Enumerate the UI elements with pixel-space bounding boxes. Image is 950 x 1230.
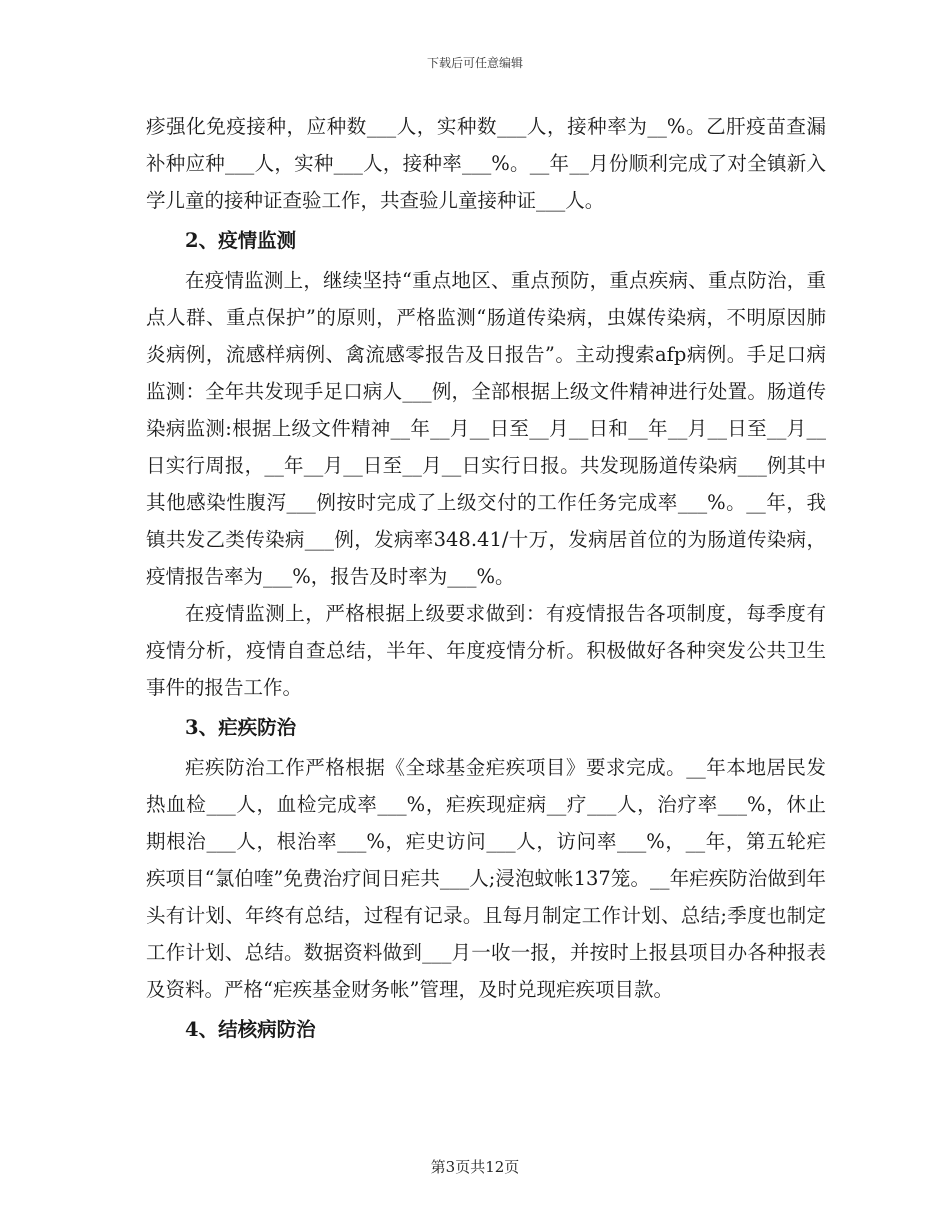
- heading-tuberculosis-control: 4、结核病防治: [185, 1018, 316, 1041]
- paragraph-epidemic-reporting: 在疫情监测上，严格根据上级要求做到：有疫情报告各项制度，每季度有疫情分析，疫情自查总结，半年、年度疫情分析。积极做好各种突发公共卫生事件的报告工作。: [146, 602, 826, 699]
- heading-malaria-control: 3、疟疾防治: [185, 716, 297, 739]
- page-header: 下载后可任意编辑: [426, 56, 523, 70]
- paragraph-epidemic-monitoring: 在疫情监测上，继续坚持“重点地区、重点预防，重点疾病、重点防治，重点人群、重点保护”的原则，严格监测“肠道传染病，虫媒传染病，不明原因肺炎病例，流感样病例、禽流感零报告及日报告”。主动搜索afp病例。手足口病监测：全年共发现手足口病人___例，全部根据上级文件精神进行处置。肠道传染病监测:根据上级文件精神__年__月__日至__月__日和__年__月__日至__月__日实行周报，__年__月__日至__月__日实行日报。共发现肠道传染病___例其中其他感染性腹泻___例按时完成了上级交付的工作任务完成率___%。__年，我镇共发乙类传染病___例，发病率348.41/十万，发病居首位的为肠道传染病，疫情报告率为___%，报告及时率为___%。: [146, 269, 826, 588]
- document-body: [146, 108, 826, 1051]
- paragraph-malaria-control: 疟疾防治工作严格根据《全球基金疟疾项目》要求完成。__年本地居民发热血检___人，血检完成率___%，疟疾现症病__疗___人，治疗率___%，休止期根治___人，根治率___%，疟史访问___人，访问率___%，__年，第五轮疟疾项目“氯伯喹”免费治疗间日疟共___人;浸泡蚊帐137笼。__年疟疾防治做到年头有计划、年终有总结，过程有记录。且每月制定工作计划、总结;季度也制定工作计划、总结。数据资料做到___月一收一报，并按时上报县项目办各种报表及资料。严格“疟疾基金财务帐”管理，及时兑现疟疾项目款。: [146, 756, 826, 1001]
- heading-epidemic-monitoring: 2、疫情监测: [185, 229, 297, 252]
- page-footer: 第3页共12页: [430, 1158, 520, 1176]
- paragraph-vaccination: 疹强化免疫接种，应种数___人，实种数___人，接种率为__%。乙肝疫苗查漏补种应种___人，实种___人，接种率___%。__年__月份顺利完成了对全镇新入学儿童的接种证查验工作，共查验儿童接种证___人。: [146, 115, 826, 212]
